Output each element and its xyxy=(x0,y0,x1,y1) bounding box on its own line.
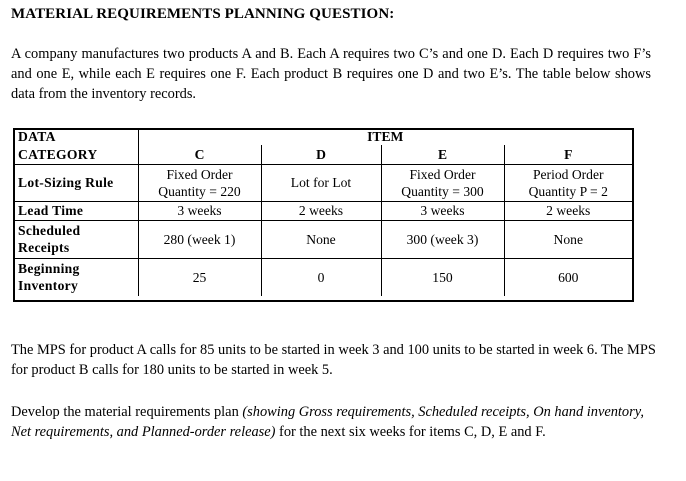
lead-time-d: 2 weeks xyxy=(261,201,381,220)
scheduled-receipts-f: None xyxy=(504,220,632,258)
lot-sizing-d: Lot for Lot xyxy=(261,164,381,201)
lot-sizing-f: Period Order Quantity P = 2 xyxy=(504,164,632,201)
beginning-inventory-c: 25 xyxy=(138,258,261,296)
item-f-header: F xyxy=(504,145,632,164)
mps-paragraph: The MPS for product A calls for 85 units to be started in week 3 and 100 units to be started in week 6. The MPS for product B calls for 180 units to be started in week 5. xyxy=(11,342,656,378)
item-header: ITEM xyxy=(367,129,404,144)
lead-time-e: 3 weeks xyxy=(381,201,504,220)
lead-time-c: 3 weeks xyxy=(138,201,261,220)
page-title: MATERIAL REQUIREMENTS PLANNING QUESTION: xyxy=(11,6,395,22)
task-paragraph: Develop the material requirements plan (showing Gross requirements, Scheduled receipts, On hand inventory, Net requirements, and Planned-order release) for the next six weeks for items C, D, E and F. xyxy=(11,404,644,440)
scheduled-receipts-e: 300 (week 3) xyxy=(381,220,504,258)
lead-time-f: 2 weeks xyxy=(504,201,632,220)
data-category-header-line2: CATEGORY xyxy=(13,145,138,164)
scheduled-receipts-d: None xyxy=(261,220,381,258)
beginning-inventory-d: 0 xyxy=(261,258,381,296)
beginning-inventory-f: 600 xyxy=(558,269,579,285)
scheduled-receipts-c: 280 (week 1) xyxy=(138,220,261,258)
data-category-header-line1: DATA xyxy=(13,128,138,145)
beginning-inventory-e: 150 xyxy=(381,258,504,296)
lot-sizing-c: Fixed Order Quantity = 220 xyxy=(138,164,261,201)
item-e-header: E xyxy=(381,145,504,164)
scheduled-receipts-label: Scheduled Receipts xyxy=(13,220,138,258)
lead-time-label: Lead Time xyxy=(13,201,138,220)
inventory-records-table xyxy=(13,128,632,296)
problem-description: A company manufactures two products A and B. Each A requires two C’s and one D. Each D requires two F’s and one E, while each E requires one F. Each product B requires one D and two E’s. The table below shows data from the inventory records. xyxy=(11,46,651,102)
beginning-inventory-label: Beginning Inventory xyxy=(13,258,138,296)
lot-sizing-rule-label: Lot-Sizing Rule xyxy=(13,164,138,201)
lot-sizing-e: Fixed Order Quantity = 300 xyxy=(381,164,504,201)
item-c-header: C xyxy=(138,145,261,164)
item-d-header: D xyxy=(261,145,381,164)
